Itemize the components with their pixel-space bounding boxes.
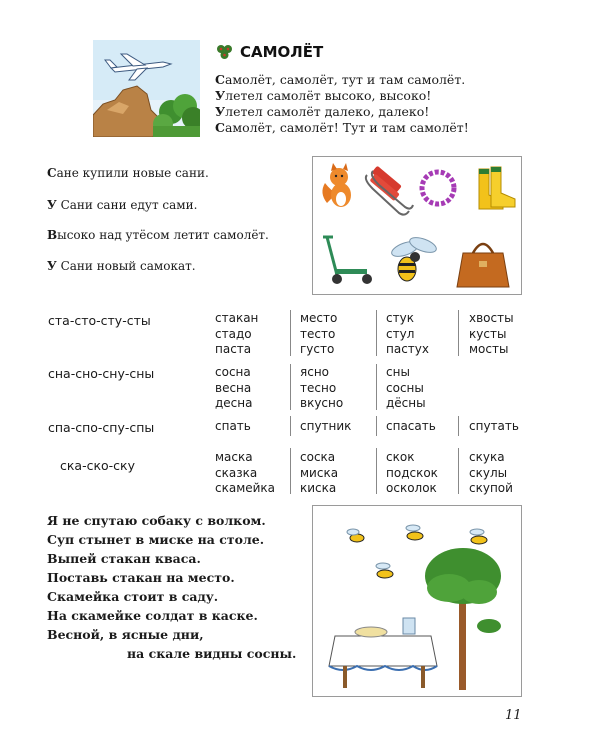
poem-title: САМОЛЁТ	[240, 43, 324, 61]
poem-text	[215, 72, 469, 136]
sentence: У Сани новый самокат.	[47, 259, 196, 273]
reading-line: Суп стынет в миске на столе.	[47, 532, 265, 547]
word-column: сны сосны дёсны	[386, 365, 426, 410]
garden-picture	[312, 505, 522, 697]
poem-line: Самолёт, самолёт, тут и там самолёт.	[215, 72, 466, 87]
reading-line: Поставь стакан на место.	[47, 570, 235, 585]
poem-line: Улетел самолёт высоко, высоко!	[215, 88, 432, 103]
reading-line: Весной, в ясные дни,	[47, 627, 204, 642]
column-divider	[376, 416, 377, 436]
reading-line: Выпей стакан кваса.	[47, 551, 201, 566]
reading-line: на скале видны сосны.	[127, 646, 297, 661]
wasp-icon	[406, 525, 423, 540]
word-column: скука скулы скупой	[469, 450, 513, 495]
column-divider	[290, 448, 291, 494]
column-divider	[376, 448, 377, 494]
reading-text	[47, 511, 296, 663]
wasp-icon	[347, 529, 364, 542]
column-divider	[376, 364, 377, 410]
word-column: спутник	[300, 419, 352, 433]
clover-icon	[216, 44, 234, 60]
sentence: Высоко над утёсом летит самолёт.	[47, 228, 269, 242]
word-column: хвосты кусты мосты	[469, 311, 514, 356]
sentence: У Сани сани едут сами.	[47, 198, 198, 212]
airplane-picture	[93, 40, 200, 137]
column-divider	[290, 364, 291, 410]
poem-line: Самолёт, самолёт! Тут и там самолёт!	[215, 120, 469, 135]
column-divider	[458, 416, 459, 436]
word-column: спать	[215, 419, 251, 433]
sled-icon	[366, 166, 413, 215]
bag-icon	[457, 244, 509, 287]
word-column: ясно тесно вкусно	[300, 365, 344, 410]
syllable-group: ста-сто-сту-сты	[48, 313, 151, 328]
reading-line: Я не спутаю собаку с волком.	[47, 513, 266, 528]
word-column: сосна весна десна	[215, 365, 253, 410]
column-divider	[458, 448, 459, 494]
column-divider	[458, 310, 459, 356]
tree-icon	[425, 548, 501, 690]
wasp-icon	[390, 235, 438, 281]
column-divider	[376, 310, 377, 356]
word-column: маска сказка скамейка	[215, 450, 276, 495]
poem-line: Улетел самолёт далеко, далеко!	[215, 104, 430, 119]
necklace-icon	[422, 172, 454, 204]
word-column: скок подскок осколок	[386, 450, 438, 495]
word-column: стук стул пастух	[386, 311, 429, 356]
fox-icon	[322, 163, 351, 207]
sentence: Сане купили новые сани.	[47, 166, 209, 180]
wasp-icon	[470, 529, 487, 544]
boots-icon	[479, 167, 515, 209]
scooter-icon	[323, 237, 372, 284]
table-icon	[329, 618, 437, 688]
reading-line: Скамейка стоит в саду.	[47, 589, 219, 604]
syllable-group: сна-сно-сну-сны	[48, 366, 155, 381]
column-divider	[290, 310, 291, 356]
pictures-frame	[312, 156, 522, 295]
reading-line: На скамейке солдат в каске.	[47, 608, 258, 623]
word-column: спасать	[386, 419, 436, 433]
word-column: место тесто густо	[300, 311, 338, 356]
page-number: 11	[505, 708, 522, 723]
word-column: спутать	[469, 419, 519, 433]
syllable-group: спа-спо-спу-спы	[48, 420, 155, 435]
word-column: соска миска киска	[300, 450, 339, 495]
syllable-group: ска-ско-ску	[60, 458, 135, 473]
column-divider	[290, 416, 291, 436]
wasp-icon	[376, 563, 393, 578]
word-column: стакан стадо паста	[215, 311, 259, 356]
